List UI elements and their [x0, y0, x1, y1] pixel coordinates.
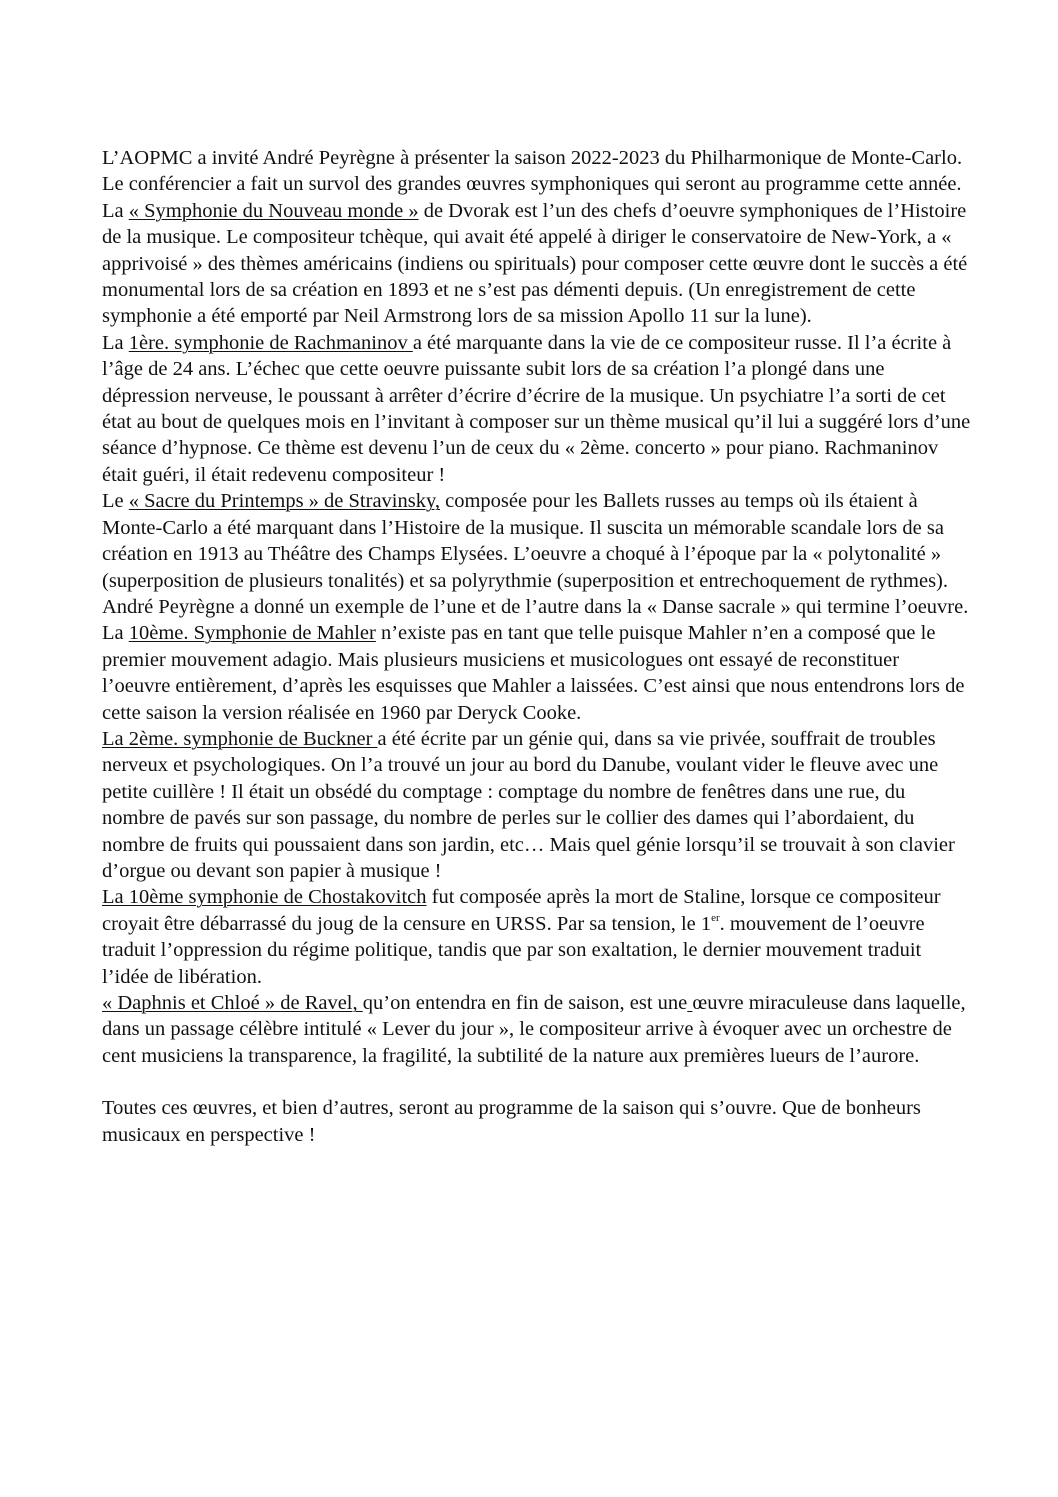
paragraph-dvorak — [102, 198, 972, 330]
work-title-ravel: « Daphnis et Chloé » de Ravel, — [102, 992, 363, 1014]
work-title-rachmaninov: 1ère. symphonie de Rachmaninov — [128, 331, 413, 354]
paragraph-chostakovitch — [102, 884, 972, 990]
paragraph-text: Toutes ces œuvres, et bien d’autres, seront au programme de la saison qui s’ouvre. Que de bonheurs musicaux en perspective ! — [102, 1097, 921, 1146]
paragraph-overview — [102, 171, 972, 197]
paragraph-text: composée pour les Ballets russes au temps où ils étaient à Monte-Carlo a été marquant dans l’Histoire de la musique. Il suscita un mémorable scandale lors de sa création en 1913 au Théâtre des Champs Elysées. L’oeuvre a choqué à l’époque par la « polytonalité » (superposition de plusieurs tonalités) et sa polyrythmie (superposition et entrechoquement de rythmes). André Peyrègne a donné un exemple de l’une et de l’autre dans la « Danse sacrale » qui termine l’oeuvre. — [102, 490, 969, 618]
paragraph-text: fut composée après la mort de Staline, lorsque ce compositeur croyait être débarrassé du joug de la censure en URSS. Par sa tension, le 1 — [102, 886, 941, 935]
paragraph-text: œuvre miraculeuse dans laquelle, dans un passage célèbre intitulé « Lever du jour », le compositeur arrive à évoquer avec un orchestre de cent musiciens la transparence, la fragilité, la subtilité de la nature aux premières lueurs de l’aurore. — [102, 992, 966, 1067]
paragraph-text: qu’on entendra en fin de saison, est une — [362, 992, 688, 1014]
paragraph-lead: La — [102, 331, 129, 354]
work-title-dvorak: « Symphonie du Nouveau monde » — [128, 199, 419, 222]
paragraph-lead: Le — [102, 490, 129, 513]
work-title-stravinsky: « Sacre du Printemps » de Stravinsky, — [128, 490, 441, 513]
paragraph-ravel — [102, 990, 972, 1069]
paragraph-intro — [102, 145, 972, 171]
article-body — [102, 145, 972, 1148]
work-title-bruckner: La 2ème. symphonie de Buckner — [102, 727, 378, 750]
paragraph-stravinsky — [102, 488, 972, 620]
ordinal-superscript: er — [711, 911, 720, 924]
paragraph-closing — [102, 1095, 972, 1148]
paragraph-text: a été écrite par un génie qui, dans sa vie privée, souffrait de troubles nerveux et psychologiques. On l’a trouvé un jour au bord du Danube, voulant vider le fleuve avec une petite cuillère ! Il était un obsédé du comptage : comptage du nombre de fenêtres dans une rue, du nombre de pavés sur son passage, du nombre de perles sur le collier des dames qui l’abordaient, du nombre de fruits qui poussaient dans son jardin, etc… Mais quel génie lorsqu’il se trouvait à son clavier d’orgue ou devant son papier à musique ! — [102, 727, 955, 882]
work-title-chostakovitch: La 10ème symphonie de Chostakovitch — [102, 886, 427, 909]
paragraph-mahler — [102, 620, 972, 726]
paragraph-rachmaninov — [102, 330, 972, 488]
paragraph-text: n’existe pas en tant que telle puisque Mahler n’en a composé que le premier mouvement adagio. Mais plusieurs musiciens et musicologues ont essayé de reconstituer l’oeuvre entièrement, d’après les esquisses que Mahler a laissées. C’est ainsi que nous entendrons lors de cette saison la version réalisée en 1960 par Deryck Cooke. — [102, 622, 965, 724]
paragraph-text: a été marquante dans la vie de ce compositeur russe. Il l’a écrite à l’âge de 24 ans. L’échec que cette oeuvre puissante subit lors de sa création l’a plongé dans une dépression nerveuse, le poussant à arrêter d’écrire d’écrire de la musique. Un psychiatre l’a sorti de cet état au bout de quelques mois en l’invitant à composer sur un thème musical qu’il lui a suggéré lors d’une séance d’hypnose. Ce thème est devenu l’un de ceux du « 2ème. concerto » pour piano. Rachmaninov était guéri, il était redevenu compositeur ! — [102, 331, 971, 486]
paragraph-bruckner — [102, 726, 972, 884]
paragraph-lead: La — [102, 622, 129, 645]
paragraph-text: Le conférencier a fait un survol des grandes œuvres symphoniques qui seront au programme cette année. — [102, 173, 962, 196]
paragraph-gap — [102, 1069, 972, 1095]
paragraph-text: de Dvorak est l’un des chefs d’oeuvre symphoniques de l’Histoire de la musique. Le compositeur tchèque, qui avait été appelé à diriger le conservatoire de New-York, a « apprivoisé » des thèmes américains (indiens ou spirituals) pour composer cette œuvre dont le succès a été monumental lors de sa création en 1893 et ne s’est pas démenti depuis. (Un enregistrement de cette symphonie a été emporté par Neil Armstrong lors de sa mission Apollo 11 sur la lune). — [102, 199, 968, 328]
work-title-mahler: 10ème. Symphonie de Mahler — [128, 622, 376, 645]
paragraph-lead: La — [102, 199, 129, 222]
paragraph-text: L’AOPMC a invité André Peyrègne à présenter la saison 2022-2023 du Philharmonique de Monte-Carlo. — [102, 147, 963, 169]
paragraph-text: . mouvement de l’oeuvre traduit l’oppression du régime politique, tandis que par son exaltation, le dernier mouvement traduit l’idée de libération. — [102, 912, 925, 988]
